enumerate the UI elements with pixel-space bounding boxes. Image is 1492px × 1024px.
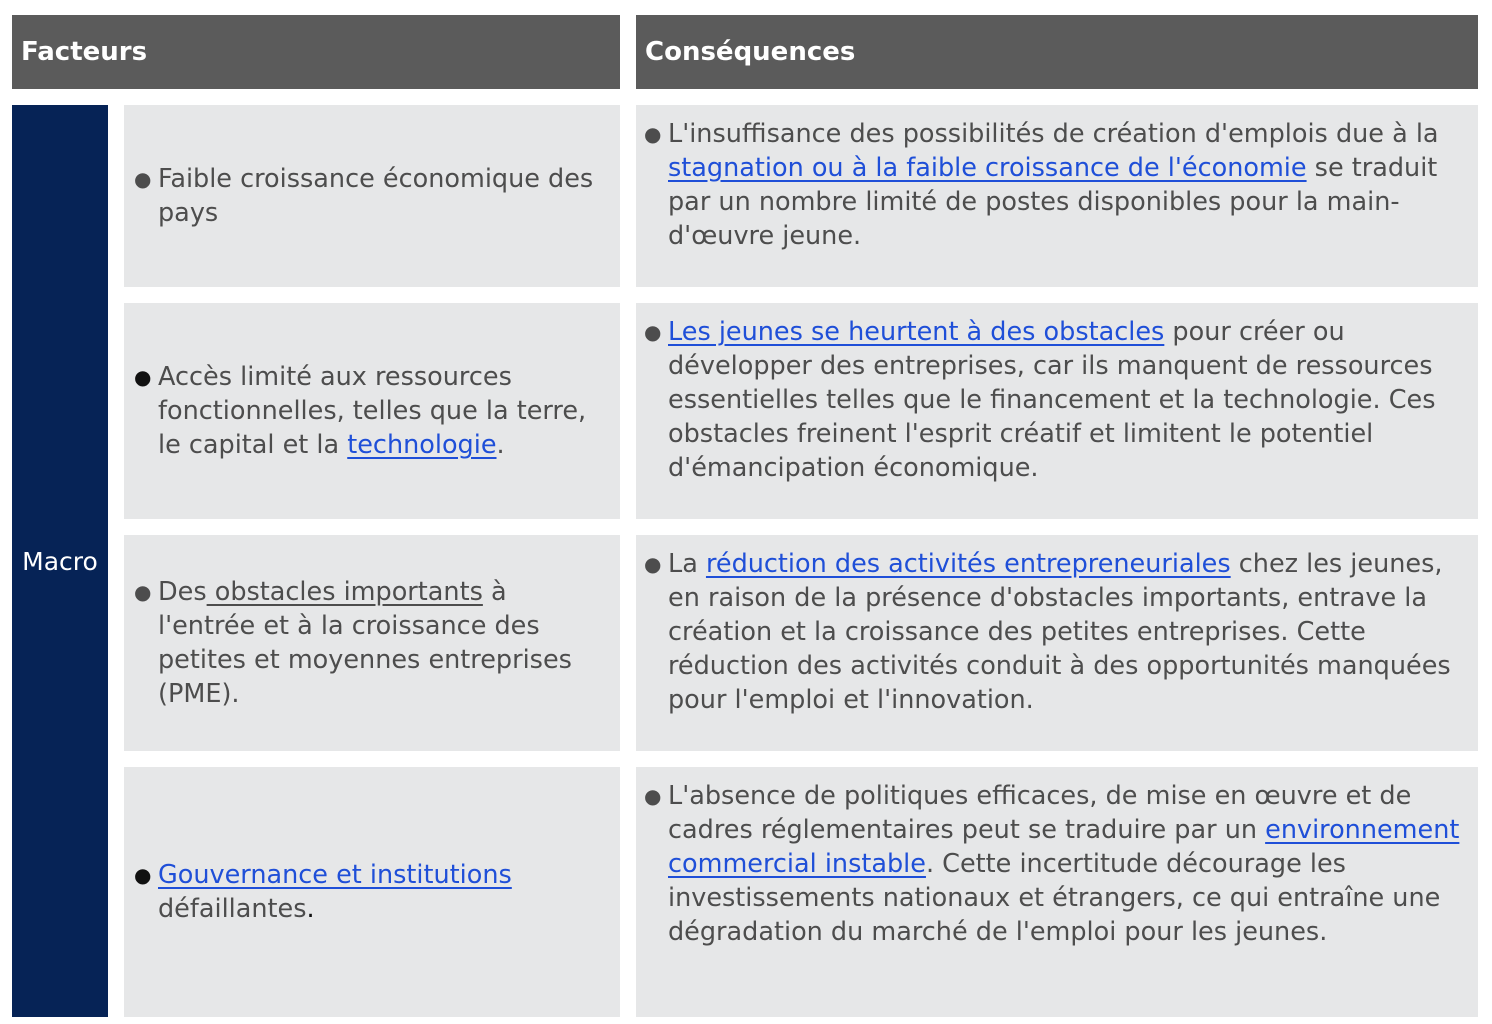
consequence-item-3 bbox=[644, 547, 1470, 717]
bullet-icon: ● bbox=[134, 863, 152, 887]
bullet-icon: ● bbox=[134, 167, 152, 191]
factor-text-1: Faible croissance économique des pays bbox=[158, 164, 594, 228]
factor-text: Accès limité aux ressources fonctionnelles, telles que la terre, le capital et la bbox=[158, 362, 587, 460]
factor-item-3 bbox=[134, 575, 608, 711]
consequence-text: La bbox=[668, 549, 706, 579]
factor-item-1 bbox=[134, 162, 608, 230]
factor-cell-3 bbox=[124, 535, 620, 751]
factor-link-2[interactable]: technologie bbox=[347, 430, 497, 460]
consequence-item-1 bbox=[644, 117, 1470, 253]
factor-cell-4 bbox=[124, 767, 620, 1017]
bullet-icon: ● bbox=[644, 552, 662, 576]
consequence-link-4[interactable]: environnement commercial instable bbox=[668, 815, 1460, 879]
factor-text: à l'entrée et à la croissance des petites et moyennes entreprises (PME). bbox=[158, 577, 572, 709]
header-factors: Facteurs bbox=[12, 15, 620, 89]
factor-text: . bbox=[496, 430, 505, 460]
consequence-link-3[interactable]: réduction des activités entrepreneuriales bbox=[705, 549, 1231, 579]
bullet-icon: ● bbox=[134, 365, 152, 389]
bullet-icon: ● bbox=[644, 320, 662, 344]
category-macro: Macro bbox=[12, 105, 108, 1017]
consequence-text: chez les jeunes, en raison de la présence d'obstacles importants, entrave la création et la croissance des petites entreprises. Cette réduction des activités conduit à des opportunités manquées pour l'emploi et l'innovation. bbox=[668, 549, 1451, 715]
consequence-text: L'absence de politiques efficaces, de mise en œuvre et de cadres réglementaires peut se traduire par un bbox=[668, 781, 1412, 845]
consequence-item-4 bbox=[644, 779, 1470, 949]
consequence-text: . Cette incertitude décourage les investissements nationaux et étrangers, ce qui entraîne une dégradation du marché de l'emploi pour les jeunes. bbox=[668, 849, 1441, 947]
consequence-item-2 bbox=[644, 315, 1470, 485]
consequence-cell-2 bbox=[636, 303, 1478, 519]
consequence-cell-3 bbox=[636, 535, 1478, 751]
factor-text: Des bbox=[158, 577, 207, 607]
factor-item-4 bbox=[134, 858, 608, 926]
factor-cell-1 bbox=[124, 105, 620, 287]
consequence-text: L'insuffisance des possibilités de création d'emplois due à la bbox=[668, 119, 1439, 149]
factor-cell-2 bbox=[124, 303, 620, 519]
bullet-icon: ● bbox=[644, 122, 662, 146]
consequence-link-2[interactable]: Les jeunes se heurtent à des obstacles bbox=[668, 317, 1165, 347]
factor-text-end: . bbox=[306, 894, 315, 924]
header-consequences: Conséquences bbox=[636, 15, 1478, 89]
consequence-cell-4 bbox=[636, 767, 1478, 1017]
consequence-text: se traduit par un nombre limité de postes disponibles pour la main-d'œuvre jeune. bbox=[668, 153, 1438, 251]
factor-item-2 bbox=[134, 360, 608, 462]
factor-text: défaillantes bbox=[158, 894, 307, 924]
consequence-link-1[interactable]: stagnation ou à la faible croissance de l'économie bbox=[668, 153, 1307, 183]
factor-link-4[interactable]: Gouvernance et institutions bbox=[158, 860, 512, 890]
bullet-icon: ● bbox=[134, 580, 152, 604]
bullet-icon: ● bbox=[644, 784, 662, 808]
consequence-text: pour créer ou développer des entreprises, car ils manquent de ressources essentielles telles que le financement et la technologie. Ces obstacles freinent l'esprit créatif et limitent le potentiel d'émancipation économique. bbox=[668, 317, 1436, 483]
factor-link-3[interactable]: obstacles importants bbox=[206, 577, 483, 607]
consequence-cell-1 bbox=[636, 105, 1478, 287]
